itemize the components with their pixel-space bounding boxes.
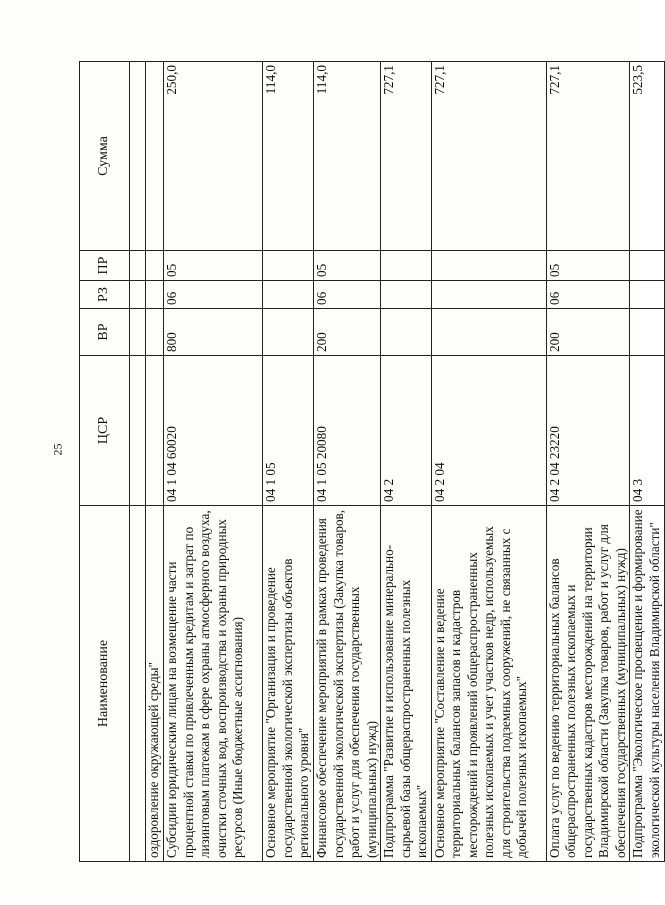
cell-sum: 727,1 — [546, 62, 630, 251]
table-row — [381, 62, 432, 862]
table-row — [431, 62, 546, 862]
cell-vr — [381, 309, 432, 356]
header-name: Наименование — [80, 506, 130, 862]
cell-pr — [381, 251, 432, 281]
header-vr: ВР — [80, 309, 130, 356]
cell-rz — [146, 281, 164, 309]
cell-pr: 05 — [314, 251, 381, 281]
cell-sum: 114,0 — [263, 62, 314, 251]
cell-sum — [146, 62, 164, 251]
cell-name — [130, 506, 146, 862]
table-row — [546, 62, 630, 862]
cell-vr — [130, 309, 146, 356]
cell-sum — [130, 62, 146, 251]
cell-csr: 04 1 04 60020 — [164, 356, 263, 506]
header-sum: Сумма — [80, 62, 130, 251]
cell-rz: 06 — [314, 281, 381, 309]
cell-csr: 04 2 04 23220 — [546, 356, 630, 506]
cell-pr — [431, 251, 546, 281]
cell-sum: 727,1 — [381, 62, 432, 251]
cell-sum: 523,5 — [630, 62, 665, 251]
cell-csr — [130, 356, 146, 506]
cell-csr: 04 3 — [630, 356, 665, 506]
cell-name: оздоровление окружающей среды" — [146, 506, 164, 862]
table-row — [164, 62, 263, 862]
cell-name: Подпрограмма "Развитие и использование минерально-сырьевой базы общераспространенных полезных ископаемых" — [381, 506, 432, 862]
cell-pr: 05 — [546, 251, 630, 281]
cell-vr — [431, 309, 546, 356]
header-row — [80, 62, 130, 862]
cell-name: Финансовое обеспечение мероприятий в рамках проведения государственной экологической экспертизы (Закупка товаров, работ и услуг для обеспечения государственных (муниципальных) нужд) — [314, 506, 381, 862]
cell-name: Основное мероприятие "Организация и проведение государственной экологической экспертизы объектов регионального уровня" — [263, 506, 314, 862]
cell-pr: 05 — [164, 251, 263, 281]
cell-rz — [630, 281, 665, 309]
cell-csr: 04 2 04 — [431, 356, 546, 506]
cell-pr — [630, 251, 665, 281]
cell-csr: 04 1 05 20080 — [314, 356, 381, 506]
table-row — [263, 62, 314, 862]
page-number: 25 — [50, 443, 65, 456]
header-csr: ЦСР — [80, 356, 130, 506]
cell-rz — [130, 281, 146, 309]
cell-sum: 250,0 — [164, 62, 263, 251]
cell-rz — [381, 281, 432, 309]
cell-rz: 06 — [546, 281, 630, 309]
table-row — [146, 62, 164, 862]
rotated-content — [79, 62, 662, 862]
cell-vr: 200 — [546, 309, 630, 356]
cell-pr — [146, 251, 164, 281]
cell-rz: 06 — [164, 281, 263, 309]
cell-vr — [146, 309, 164, 356]
cell-pr — [263, 251, 314, 281]
table-row — [630, 62, 665, 862]
cell-sum: 114,0 — [314, 62, 381, 251]
cell-vr — [263, 309, 314, 356]
cell-sum: 727,1 — [431, 62, 546, 251]
table-row — [130, 62, 146, 862]
cell-vr: 200 — [314, 309, 381, 356]
cell-vr — [630, 309, 665, 356]
cell-vr: 800 — [164, 309, 263, 356]
cell-rz — [263, 281, 314, 309]
cell-name: Оплата услуг по ведению территориальных балансов общераспространенных полезных ископаемых и государственных кадастров месторождений на территории Владимирской области (Закупка товаров, работ и услуг для обеспечения государственных (муниципальных) нужд) — [546, 506, 630, 862]
cell-csr — [146, 356, 164, 506]
header-rz: РЗ — [80, 281, 130, 309]
budget-table — [79, 61, 665, 862]
table-row — [314, 62, 381, 862]
header-pr: ПР — [80, 251, 130, 281]
cell-rz — [431, 281, 546, 309]
cell-name: Основное мероприятие "Составление и ведение территориальных балансов запасов и кадастров месторождений и проявлений общераспространенных полезных ископаемых и учет участков недр, используемых для строительства подземных сооружений, не связанных с добычей полезных ископаемых" — [431, 506, 546, 862]
cell-csr: 04 2 — [381, 356, 432, 506]
cell-name: Субсидии юридическим лицам на возмещение части процентной ставки по привлеченным кредитам и затрат по лизинговым платежам в сфере охраны атмосферного воздуха, очистки сточных вод, воспроизводства и охраны природных ресурсов (Иные бюджетные ассигнования) — [164, 506, 263, 862]
cell-pr — [130, 251, 146, 281]
cell-name: Подпрограмма "Экологическое просвещение и формирование экологической культуры населения Владимирской области" — [630, 506, 665, 862]
cell-csr: 04 1 05 — [263, 356, 314, 506]
